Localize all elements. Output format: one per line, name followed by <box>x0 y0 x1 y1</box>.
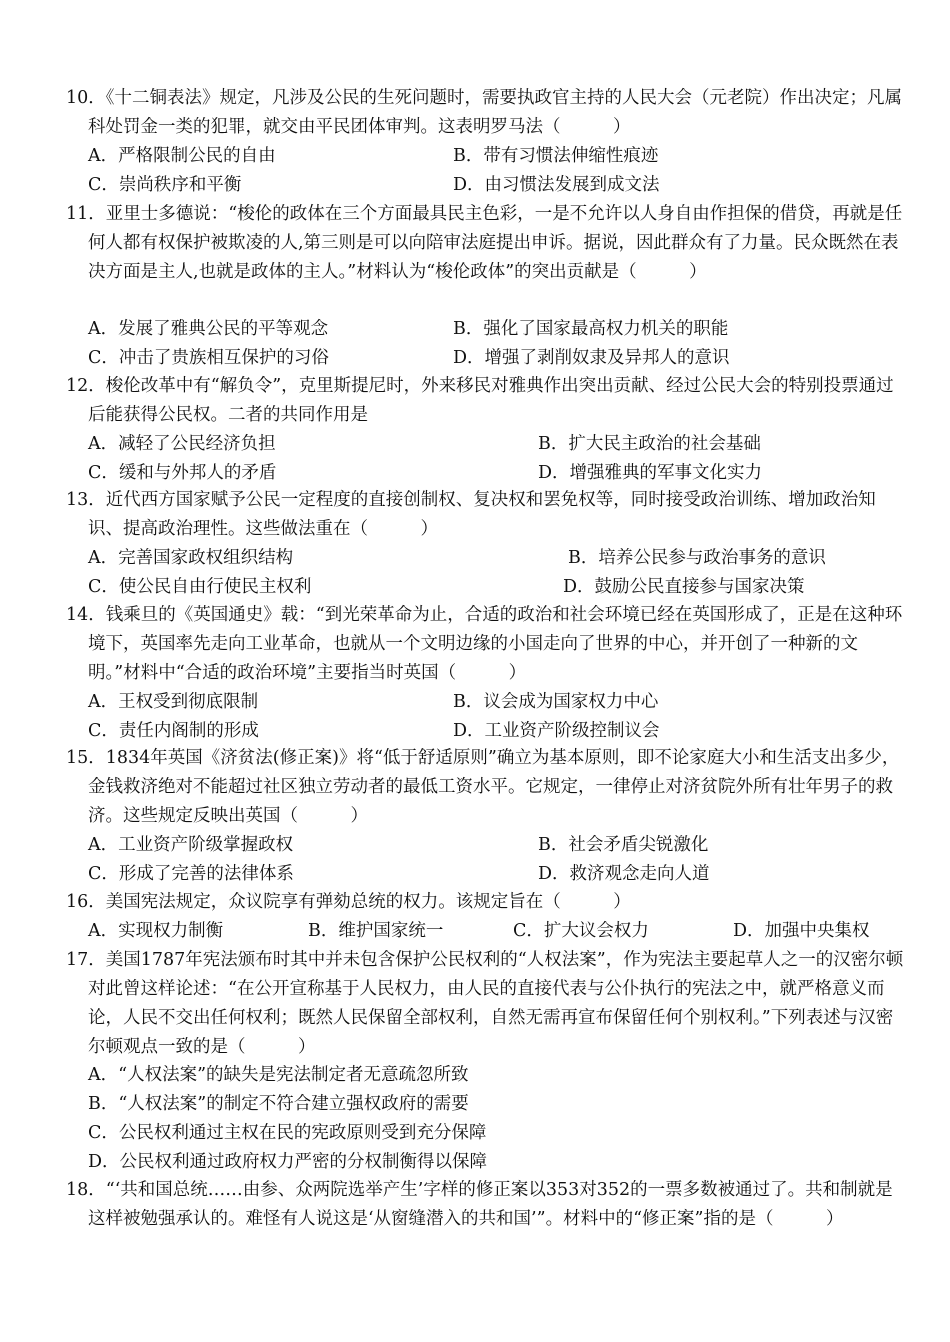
option-d: D．由习惯法发展到成文法 <box>453 175 660 195</box>
option-d: D．加强中央集权 <box>733 921 870 941</box>
option-d: D．救济观念走向人道 <box>538 864 710 884</box>
option-b: B．社会矛盾尖锐激化 <box>538 835 709 855</box>
option-d: D．公民权利通过政府权力严密的分权制衡得以保障 <box>88 1152 488 1172</box>
option-b: B．强化了国家最高权力机关的职能 <box>453 319 729 339</box>
option-c: C．形成了完善的法律体系 <box>88 864 294 884</box>
option-a: A．减轻了公民经济负担 <box>88 434 276 454</box>
option-b: B．“人权法案”的制定不符合建立强权政府的需要 <box>88 1094 469 1114</box>
question-16-stem: 16．美国宪法规定，众议院享有弹劾总统的权力。该规定旨在（ ） <box>66 892 631 912</box>
option-c: C．使公民自由行使民主权利 <box>88 577 312 597</box>
option-c: C．公民权利通过主权在民的宪政原则受到充分保障 <box>88 1123 487 1143</box>
option-c: C．缓和与外邦人的矛盾 <box>88 463 277 483</box>
option-c: C．崇尚秩序和平衡 <box>88 175 242 195</box>
option-c: C．冲击了贵族相互保护的习俗 <box>88 348 329 368</box>
question-11-stem: 11．亚里士多德说：“梭伦的政体在三个方面最具民主色彩，一是不允许以人身自由作担保的借贷，再就是任何人都有权保护被欺凌的人,第三则是可以向陪审法庭提出申诉。据说，因此群众有了力量。民众既然在表决方面是主人,也就是政体的主人。”材料认为“梭伦政体”的突出贡献是（ ） <box>66 204 903 282</box>
option-a: A．完善国家政权组织结构 <box>88 548 294 568</box>
option-a: A．工业资产阶级掌握政权 <box>88 835 294 855</box>
question-15-stem: 15．1834年英国《济贫法(修正案)》将“低于舒适原则”确立为基本原则，即不论家庭大小和生活支出多少，金钱救济绝对不能超过社区独立劳动者的最低工资水平。它规定，一律停止对济贫院外所有壮年男子的救济。这些规定反映出英国（ ） <box>66 748 900 826</box>
question-12-stem: 12．梭伦改革中有“解负令”，克里斯提尼时，外来移民对雅典作出突出贡献、经过公民大会的特别投票通过后能获得公民权。二者的共同作用是 <box>66 376 894 425</box>
option-b: B．带有习惯法伸缩性痕迹 <box>453 146 659 166</box>
option-a: A．严格限制公民的自由 <box>88 146 276 166</box>
option-d: D．鼓励公民直接参与国家决策 <box>563 577 805 597</box>
option-a: A．实现权力制衡 <box>88 921 224 941</box>
option-d: D．工业资产阶级控制议会 <box>453 721 660 741</box>
question-13-stem: 13．近代西方国家赋予公民一定程度的直接创制权、复决权和罢免权等，同时接受政治训练、增加政治知识、提高政治理性。这些做法重在（ ） <box>66 490 876 539</box>
question-18-stem: 18．“‘共和国总统……由参、众两院选举产生’字样的修正案以353对352的一票多数被通过了。共和制就是这样被勉强承认的。难怪有人说这是‘从窗缝潜入的共和国’”。材料中的“修正案”指的是（ ） <box>66 1180 893 1229</box>
option-a: A．王权受到彻底限制 <box>88 692 259 712</box>
option-c: C．扩大议会权力 <box>513 921 649 941</box>
option-b: B．培养公民参与政治事务的意识 <box>568 548 826 568</box>
option-a: A．“人权法案”的缺失是宪法制定者无意疏忽所致 <box>88 1065 469 1085</box>
question-10-stem: 10．《十二铜表法》规定，凡涉及公民的生死问题时，需要执政官主持的人民大会（元老院）作出决定；凡属科处罚金一类的犯罪，就交由平民团体审判。这表明罗马法（ ） <box>66 88 903 137</box>
option-d: D．增强雅典的军事文化实力 <box>538 463 763 483</box>
option-b: B．维护国家统一 <box>308 921 444 941</box>
option-b: B．扩大民主政治的社会基础 <box>538 434 761 454</box>
question-17-stem: 17．美国1787年宪法颁布时其中并未包含保护公民权利的“人权法案”，作为宪法主要起草人之一的汉密尔顿对此曾这样论述：“在公开宣称基于人民权力，由人民的直接代表与公仆执行的宪法之中，就严格意义而论，人民不交出任何权利；既然人民保留全部权利，自然无需再宣布保留任何个别权利。”下列表述与汉密尔顿观点一致的是（ ） <box>66 950 904 1057</box>
option-d: D．增强了剥削奴隶及异邦人的意识 <box>453 348 730 368</box>
option-b: B．议会成为国家权力中心 <box>453 692 659 712</box>
option-c: C．责任内阁制的形成 <box>88 721 259 741</box>
question-14-stem: 14．钱乘旦的《英国通史》载：“到光荣革命为止，合适的政治和社会环境已经在英国形成了，正是在这种环境下，英国率先走向工业革命，也就从一个文明边缘的小国走向了世界的中心，并开创了一种新的文明。”材料中“合适的政治环境”主要指当时英国（ ） <box>66 605 903 683</box>
option-a: A．发展了雅典公民的平等观念 <box>88 319 329 339</box>
